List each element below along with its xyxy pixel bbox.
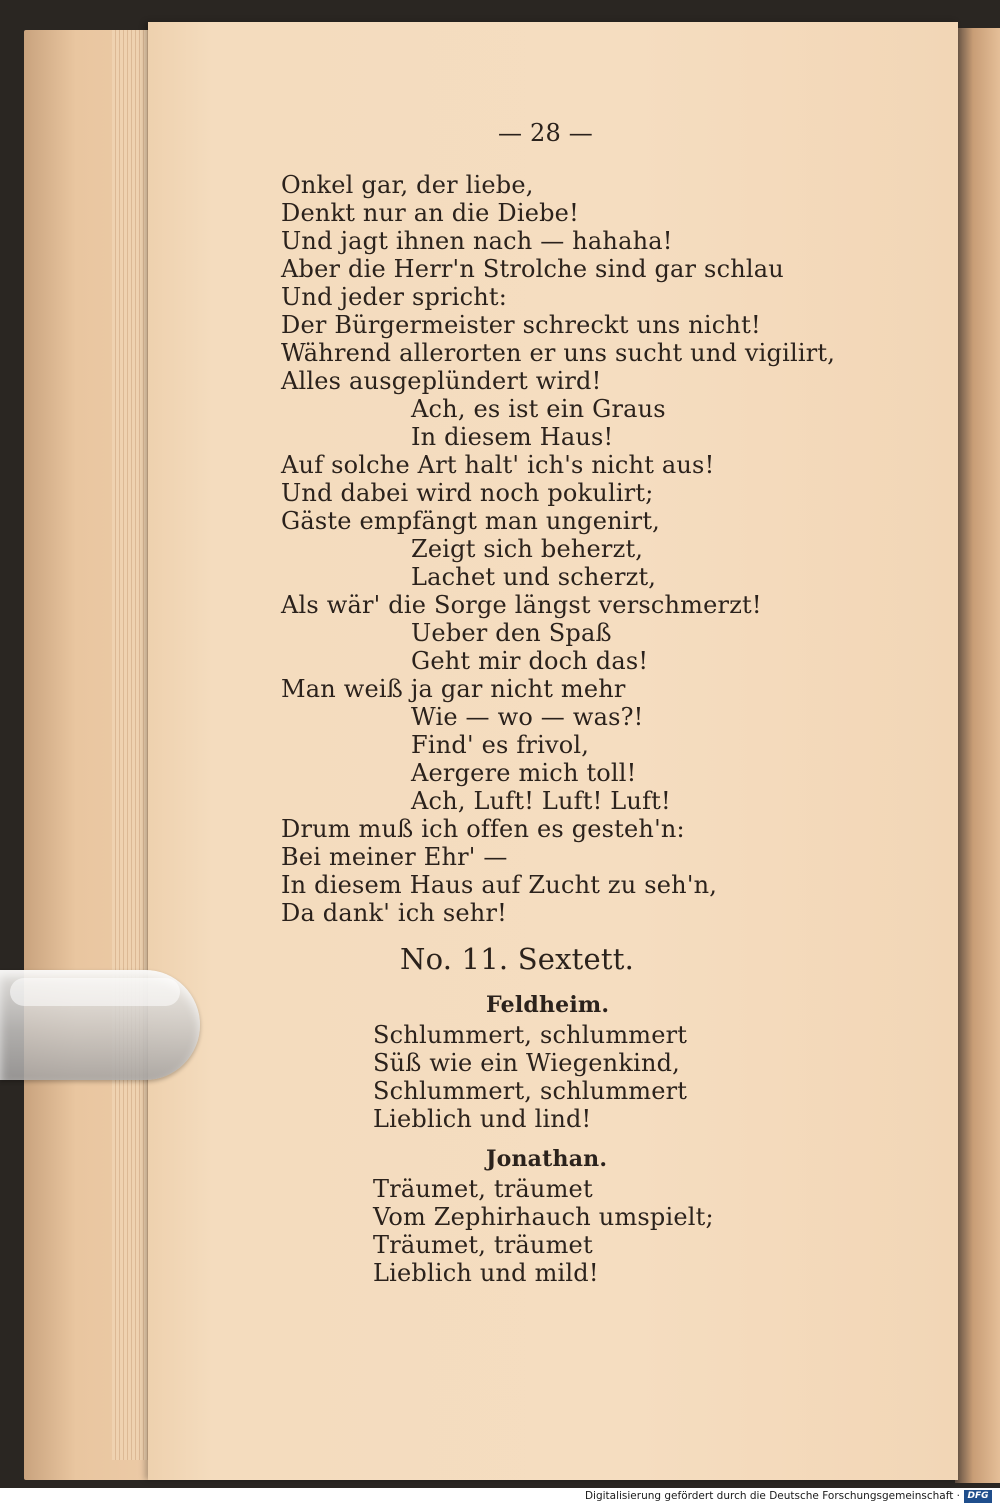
verse-line: Und jagt ihnen nach — hahaha!: [281, 227, 673, 255]
verse-line: Aber die Herr'n Strolche sind gar schlau: [281, 255, 784, 283]
verse-line: Aergere mich toll!: [411, 759, 637, 787]
verse-line: Träumet, träumet: [373, 1175, 593, 1203]
verse-line: Auf solche Art halt' ich's nicht aus!: [281, 451, 715, 479]
dfg-logo: DFG: [964, 1490, 992, 1503]
verse-line: In diesem Haus auf Zucht zu seh'n,: [281, 871, 718, 899]
verse-line: Während allerorten er uns sucht und vigilirt,: [281, 339, 836, 367]
verse-line: Denkt nur an die Diebe!: [281, 199, 579, 227]
next-page-edge: [955, 28, 1000, 1483]
verse-line: Und jeder spricht:: [281, 283, 508, 311]
verse-line: Onkel gar, der liebe,: [281, 171, 534, 199]
verse-line: Geht mir doch das!: [411, 647, 649, 675]
verse-line: Ach, es ist ein Graus: [411, 395, 666, 423]
speaker-name: Jonathan.: [486, 1146, 608, 1172]
verse-line: Zeigt sich beherzt,: [411, 535, 644, 563]
verse-line: Gäste empfängt man ungenirt,: [281, 507, 660, 535]
verse-line: Lachet und scherzt,: [411, 563, 657, 591]
glass-page-weight: [0, 970, 200, 1080]
speaker-name: Feldheim.: [486, 992, 610, 1018]
verse-line: Süß wie ein Wiegenkind,: [373, 1049, 680, 1077]
verse-line: Ach, Luft! Luft! Luft!: [411, 787, 671, 815]
footer-credit: Digitalisierung gefördert durch die Deutsche Forschungsgemeinschaft ·: [584, 1490, 960, 1502]
verse-line: Find' es frivol,: [411, 731, 590, 759]
section-heading: No. 11. Sextett.: [400, 942, 635, 976]
verse-line: Da dank' ich sehr!: [281, 899, 507, 927]
verse-line: Der Bürgermeister schreckt uns nicht!: [281, 311, 761, 339]
page-number: — 28 —: [498, 119, 593, 147]
verse-line: Ueber den Spaß: [411, 619, 612, 647]
book-page: [148, 22, 958, 1480]
verse-line: Wie — wo — was?!: [411, 703, 644, 731]
verse-line: Schlummert, schlummert: [373, 1077, 688, 1105]
verse-line: Alles ausgeplündert wird!: [281, 367, 602, 395]
verse-line: Drum muß ich offen es gesteh'n:: [281, 815, 685, 843]
verse-line: Träumet, träumet: [373, 1231, 593, 1259]
verse-line: Schlummert, schlummert: [373, 1021, 688, 1049]
verse-line: Vom Zephirhauch umspielt;: [373, 1203, 714, 1231]
verse-line: Man weiß ja gar nicht mehr: [281, 675, 626, 703]
verse-line: Lieblich und mild!: [373, 1259, 599, 1287]
verse-line: Bei meiner Ehr' —: [281, 843, 508, 871]
verse-line: In diesem Haus!: [411, 423, 614, 451]
verse-line: Lieblich und lind!: [373, 1105, 592, 1133]
verse-line: Als wär' die Sorge längst verschmerzt!: [281, 591, 762, 619]
verse-line: Und dabei wird noch pokulirt;: [281, 479, 654, 507]
glass-highlight: [10, 978, 180, 1006]
page-stack-edge: [112, 30, 152, 1460]
